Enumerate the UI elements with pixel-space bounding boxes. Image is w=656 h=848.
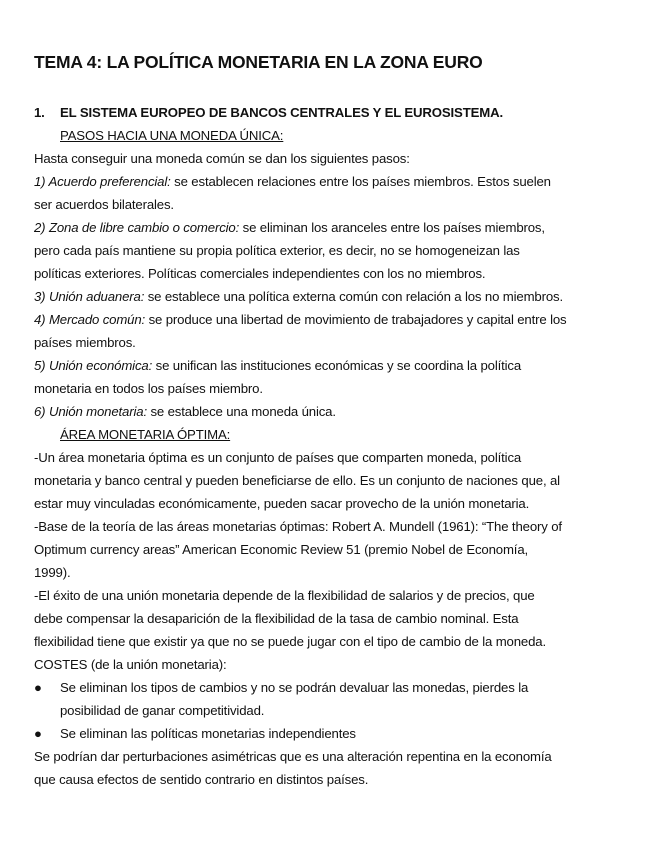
bullet-icon: ● bbox=[34, 680, 42, 695]
step-text: se eliminan los aranceles entre los países miembros, bbox=[239, 220, 545, 235]
step-line bbox=[34, 400, 634, 423]
closing-line: Se podrían dar perturbaciones asimétricas que es una alteración repentina en la economía bbox=[34, 749, 552, 764]
section-heading bbox=[34, 101, 634, 124]
document-body bbox=[34, 101, 634, 791]
step-text: se establece una moneda única. bbox=[146, 404, 336, 419]
paragraph-line: estar muy vinculadas económicamente, pueden sacar provecho de la unión monetaria. bbox=[34, 496, 530, 511]
intro-text: Hasta conseguir una moneda común se dan los siguientes pasos: bbox=[34, 151, 410, 166]
step-text: se produce una libertad de movimiento de trabajadores y capital entre los bbox=[145, 312, 567, 327]
step-term: 2) Zona de libre cambio o comercio: bbox=[34, 220, 240, 235]
step-line: políticas exteriores. Políticas comerciales independientes con los no miembros. bbox=[34, 266, 486, 281]
page-title: TEMA 4: LA POLÍTICA MONETARIA EN LA ZONA EURO bbox=[34, 52, 483, 72]
step-line bbox=[34, 354, 634, 377]
step-term: 3) Unión aduanera: bbox=[34, 289, 145, 304]
step-term: 4) Mercado común: bbox=[34, 312, 146, 327]
step-line bbox=[34, 285, 634, 308]
bullet-item bbox=[34, 676, 634, 699]
step-line: ser acuerdos bilaterales. bbox=[34, 197, 174, 212]
step-line: monetaria en todos los países miembro. bbox=[34, 381, 263, 396]
step-text: se establece una política externa común con relación a los no miembros. bbox=[144, 289, 563, 304]
section-heading-text: EL SISTEMA EUROPEO DE BANCOS CENTRALES Y EL EUROSISTEMA. bbox=[60, 105, 503, 120]
step-term: 1) Acuerdo preferencial: bbox=[34, 174, 171, 189]
bullet-icon: ● bbox=[34, 726, 42, 741]
bullet-continuation: posibilidad de ganar competitividad. bbox=[60, 703, 265, 718]
step-line bbox=[34, 308, 634, 331]
step-line: pero cada país mantiene su propia política exterior, es decir, no se homogeneizan las bbox=[34, 243, 520, 258]
paragraph-line: -Un área monetaria óptima es un conjunto de países que comparten moneda, política bbox=[34, 450, 522, 465]
paragraph-line: flexibilidad tiene que existir ya que no se puede jugar con el tipo de cambio de la moneda. bbox=[34, 634, 546, 649]
closing-line: que causa efectos de sentido contrario en distintos países. bbox=[34, 772, 369, 787]
paragraph-line: 1999). bbox=[34, 565, 71, 580]
paragraph-line: Optimum currency areas” American Economic Review 51 (premio Nobel de Economía, bbox=[34, 542, 529, 557]
step-term: 5) Unión económica: bbox=[34, 358, 153, 373]
costes-label: COSTES (de la unión monetaria): bbox=[34, 657, 227, 672]
step-line bbox=[34, 170, 634, 193]
paragraph-line: debe compensar la desaparición de la flexibilidad de la tasa de cambio nominal. Esta bbox=[34, 611, 519, 626]
step-text: se establecen relaciones entre los países miembros. Estos suelen bbox=[170, 174, 551, 189]
section-number: 1. bbox=[34, 105, 45, 120]
step-term: 6) Unión monetaria: bbox=[34, 404, 147, 419]
paragraph-line: -Base de la teoría de las áreas monetarias óptimas: Robert A. Mundell (1961): “The theory of bbox=[34, 519, 562, 534]
bullet-item bbox=[34, 722, 634, 745]
bullet-text: Se eliminan los tipos de cambios y no se podrán devaluar las monedas, pierdes la bbox=[60, 680, 529, 695]
step-text: se unifican las instituciones económicas y se coordina la política bbox=[152, 358, 522, 373]
bullet-text: Se eliminan las políticas monetarias independientes bbox=[60, 726, 356, 741]
step-line bbox=[34, 216, 634, 239]
step-line: países miembros. bbox=[34, 335, 136, 350]
subheading-pasos: PASOS HACIA UNA MONEDA ÚNICA: bbox=[60, 128, 284, 143]
paragraph-line: -El éxito de una unión monetaria depende de la flexibilidad de salarios y de precios, que bbox=[34, 588, 535, 603]
paragraph-line: monetaria y banco central y pueden beneficiarse de ello. Es un conjunto de naciones que, al bbox=[34, 473, 560, 488]
subheading-area-monetaria: ÁREA MONETARIA ÓPTIMA: bbox=[60, 427, 231, 442]
